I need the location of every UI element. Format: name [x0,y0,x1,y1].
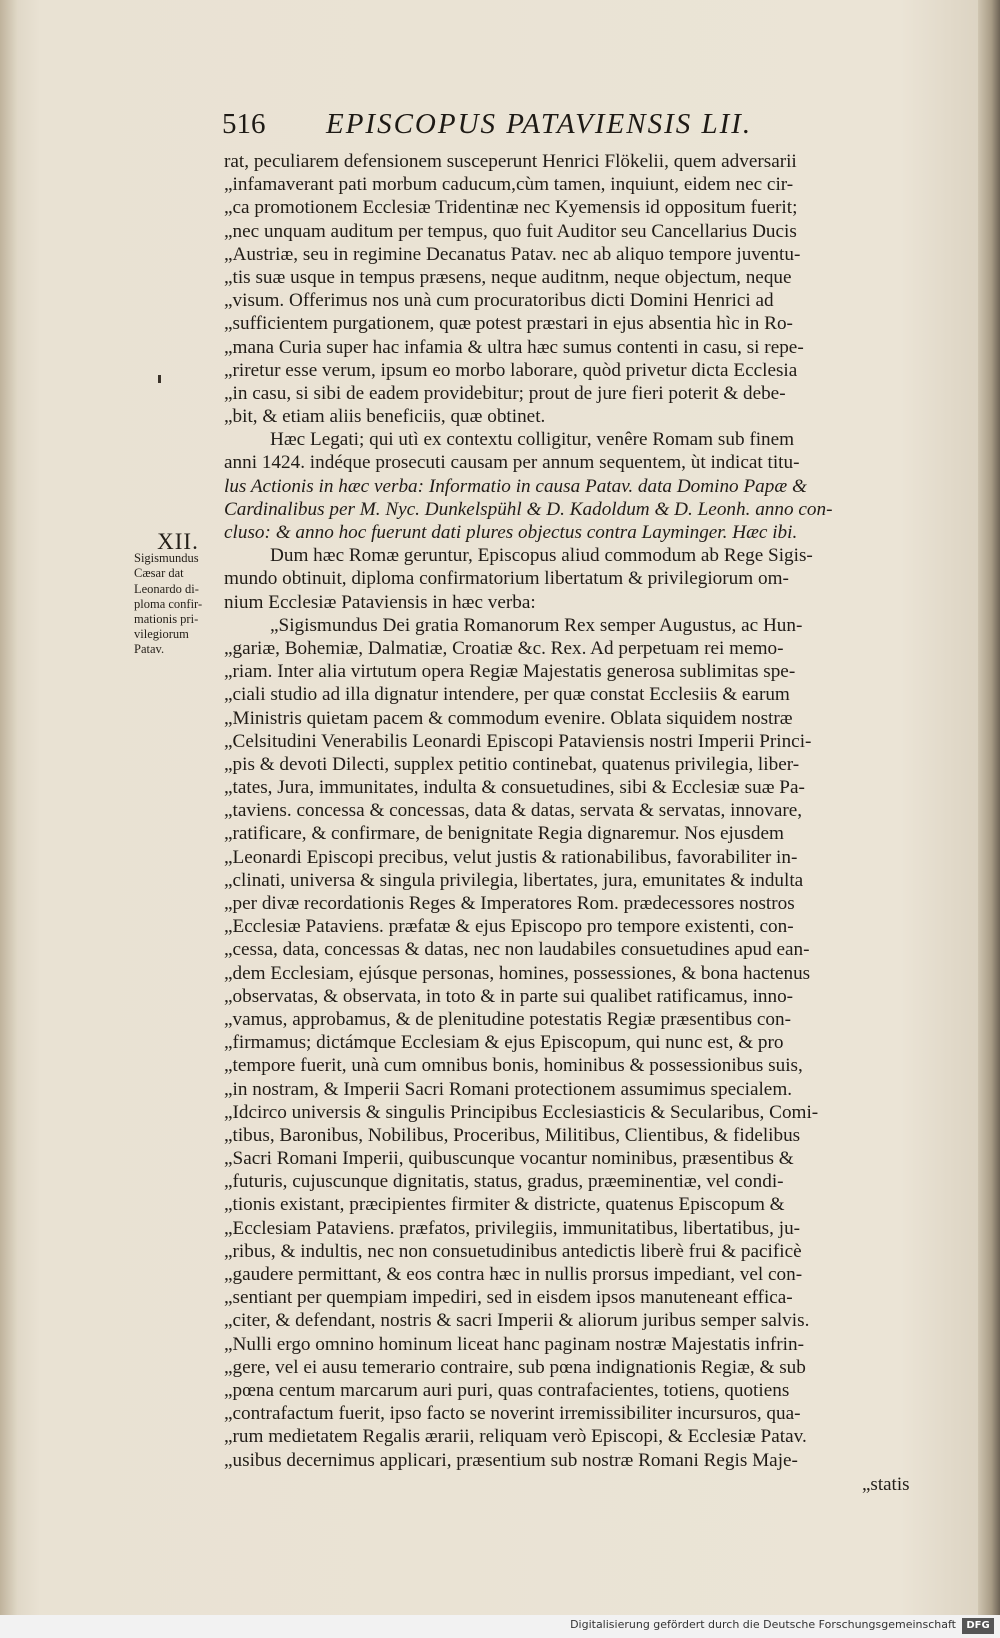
text-line: „sentiant per quempiam impediri, sed in eisdem ipsos manuteneant effica- [224,1287,793,1309]
text-line: Dum hæc Romæ geruntur, Episcopus aliud commodum ab Rege Sigis- [270,545,813,567]
text-line: „clinati, universa & singula privilegia, libertates, jura, emunitates & indulta [224,869,804,891]
footer-bar [0,1615,1000,1638]
text-line: lus Actionis in hæc verba: Informatio in causa Patav. data Domino Papæ & [224,475,807,497]
text-line: „infamaverant pati morbum caducum,cùm tamen, inquiunt, eidem nec cir- [224,174,794,196]
text-line: „ribus, & indultis, nec non consuetudinibus antedictis liberè frui & pacificè [224,1240,802,1262]
text-line: „gere, vel ei ausu temerario contraire, sub pœna indignationis Regiæ, & sub [224,1356,806,1378]
text-line: „contrafactum fuerit, ipso facto se noverint irremissibiliter incursuros, qua- [224,1403,801,1425]
text-line: „tibus, Baronibus, Nobilibus, Proceribus, Militibus, Clientibus, & fidelibus [224,1124,801,1146]
text-line: „ratificare, & confirmare, de benignitate Regia dignaremur. Nos ejusdem [224,823,784,845]
text-line: „visum. Offerimus nos unà cum procuratoribus dicti Domini Henrici ad [224,290,774,312]
page-left-edge [0,0,18,1615]
text-line: „cessa, data, concessas & datas, nec non laudabiles consuetudines apud ean- [224,939,810,961]
text-line: „tates, Jura, immunitates, indulta & consuetudines, sibi & Ecclesiæ suæ Pa- [224,777,805,799]
body-text [224,150,927,1472]
text-line: „usibus decernimus applicari, præsentium sub nostræ Romani Regis Maje- [224,1449,798,1471]
margin-note-line: Cæsar dat [134,566,184,581]
text-line: „Ecclesiæ Pataviens. præfatæ & ejus Episcopo pro tempore existenti, con- [224,916,794,938]
text-line: „Idcirco universis & singulis Principibus Ecclesiasticis & Secularibus, Comi- [224,1101,819,1123]
text-line: „Nulli ergo omnino hominum liceat hanc paginam nostræ Majestatis infrin- [224,1333,804,1355]
text-line: „observatas, & observata, in toto & in parte sui qualibet ratificamus, inno- [224,985,794,1007]
text-line: „mana Curia super hac infamia & ultra hæc sumus contenti in casu, si repe- [224,336,804,358]
text-line: „bit, & etiam aliis beneficiis, quæ obtinet. [224,406,546,428]
margin-note-line: Patav. [134,642,165,657]
text-line: „taviens. concessa & concessas, data & datas, servata & servatas, innovare, [224,800,803,822]
text-line: „pœna centum marcarum auri puri, quas contrafacientes, totiens, quotiens [224,1379,790,1401]
text-line: „gaudere permittant, & eos contra hæc in nullis prorsus impediant, vel con- [224,1264,803,1285]
text-line: „tempore fuerit, unà cum omnibus bonis, hominibus & possessionibus suis, [224,1055,803,1077]
text-line: „tionis existant, præcipientes firmiter & districte, quatenus Episcopum & [224,1194,785,1216]
text-line: „ca promotionem Ecclesiæ Tridentinæ nec Kyemensis id oppositum fuerit; [224,197,798,219]
margin-note-line: vilegiorum [134,627,189,642]
text-line: nium Ecclesiæ Pataviensis in hæc verba: [224,591,536,613]
page-header [216,108,936,152]
text-line: „firmamus; dictámque Ecclesiam & ejus Episcopum, qui nunc est, & pro [224,1032,784,1054]
text-line: „nec unquam auditum per tempus, quo fuit Auditor seu Cancellarius Ducis [224,220,797,242]
text-line: „futuris, cujuscunque dignitatis, status, gradus, præeminentiæ, vel condi- [224,1171,784,1193]
text-line: „Ministris quietam pacem & commodum evenire. Oblata siquidem nostræ [224,707,793,729]
text-line: „vamus, approbamus, & de plenitudine potestatis Regiæ præsentibus con- [224,1008,792,1030]
section-number: XII. [157,529,199,554]
text-line: „dem Ecclesiam, ejúsque personas, homines, possessiones, & bona hactenus [224,962,811,984]
running-title: EPISCOPUS PATAVIENSIS LII. [326,108,753,140]
digitization-credit: Digitalisierung gefördert durch die Deutsche Forschungsgemeinschaft [570,1618,956,1631]
margin-note-line: Sigismundus [134,551,199,566]
margin-mark [158,375,161,383]
text-line: „gariæ, Bohemiæ, Dalmatiæ, Croatiæ &c. Rex. Ad perpetuam rei memo- [224,637,784,659]
text-line: „Austriæ, seu in regimine Decanatus Patav. nec ab aliquo tempore juventu- [224,243,801,265]
text-line: anni 1424. indéque prosecuti causam per annum sequentem, ùt indicat titu- [224,452,800,474]
text-line: „riam. Inter alia virtutum opera Regiæ Majestatis generosa sublimitas spe- [224,661,796,683]
text-line: Cardinalibus per M. Nyc. Dunkelspühl & D. Kadoldum & D. Leonh. anno con- [224,498,833,520]
text-line: „in nostram, & Imperii Sacri Romani protectionem assumimus specialem. [224,1078,793,1100]
text-line: „Leonardi Episcopi precibus, velut justis & rationabilibus, favorabiliter in- [224,846,798,868]
margin-note-line: mationis pri- [134,612,199,627]
text-line: „rum medietatem Regalis ærarii, reliquam verò Episcopi, & Ecclesiæ Patav. [224,1426,807,1448]
text-line: „Celsitudini Venerabilis Leonardi Episcopi Pataviensis nostri Imperii Princi- [224,730,812,752]
catchword: „statis [862,1474,910,1495]
text-line: „pis & devoti Dilecti, supplex petitio continebat, quatenus privilegia, liber- [224,753,800,775]
dfg-logo: DFG [962,1618,994,1634]
text-line: „tis suæ usque in tempus præsens, neque auditnm, neque objectum, neque [224,266,792,288]
text-line: mundo obtinuit, diploma confirmatorium libertatum & privilegiorum om- [224,568,789,590]
margin-note-line: Leonardo di- [134,581,199,596]
book-spine-shadow [978,0,1000,1615]
text-line: „Sigismundus Dei gratia Romanorum Rex semper Augustus, ac Hun- [270,614,803,636]
text-line: „riretur esse verum, ipsum eo morbo laborare, quòd privetur dicta Ecclesia [224,359,798,381]
margin-note-line: ploma confir- [134,596,203,611]
text-line: cluso: & anno hoc fuerunt dati plures objectus contra Layminger. Hæc ibi. [224,522,798,543]
text-line: Hæc Legati; qui utì ex contextu colligitur, venêre Romam sub finem [270,429,795,451]
text-line: „Ecclesiam Pataviens. præfatos, privilegiis, immunitatibus, libertatibus, ju- [224,1217,801,1239]
text-line: rat, peculiarem defensionem susceperunt Henrici Flökelii, quem adversarii [224,151,797,172]
page-number: 516 [222,108,266,140]
text-line: „citer, & defendant, nostris & sacri Imperii & aliorum juribus semper salvis. [224,1310,810,1332]
margin-note [134,529,222,658]
text-line: „in casu, si sibi de eadem providebitur; prout de jure fieri poterit & debe- [224,382,786,404]
text-line: „sufficientem purgationem, quæ potest præstari in ejus absentia hìc in Ro- [224,313,793,335]
text-line: „Sacri Romani Imperii, quibuscunque vocantur nominibus, præsentibus & [224,1148,794,1170]
text-line: „ciali studio ad illa dignatur intendere, per quæ constat Ecclesiis & earum [224,684,790,706]
text-line: „per divæ recordationis Reges & Imperatores Rom. prædecessores nostros [224,893,795,914]
